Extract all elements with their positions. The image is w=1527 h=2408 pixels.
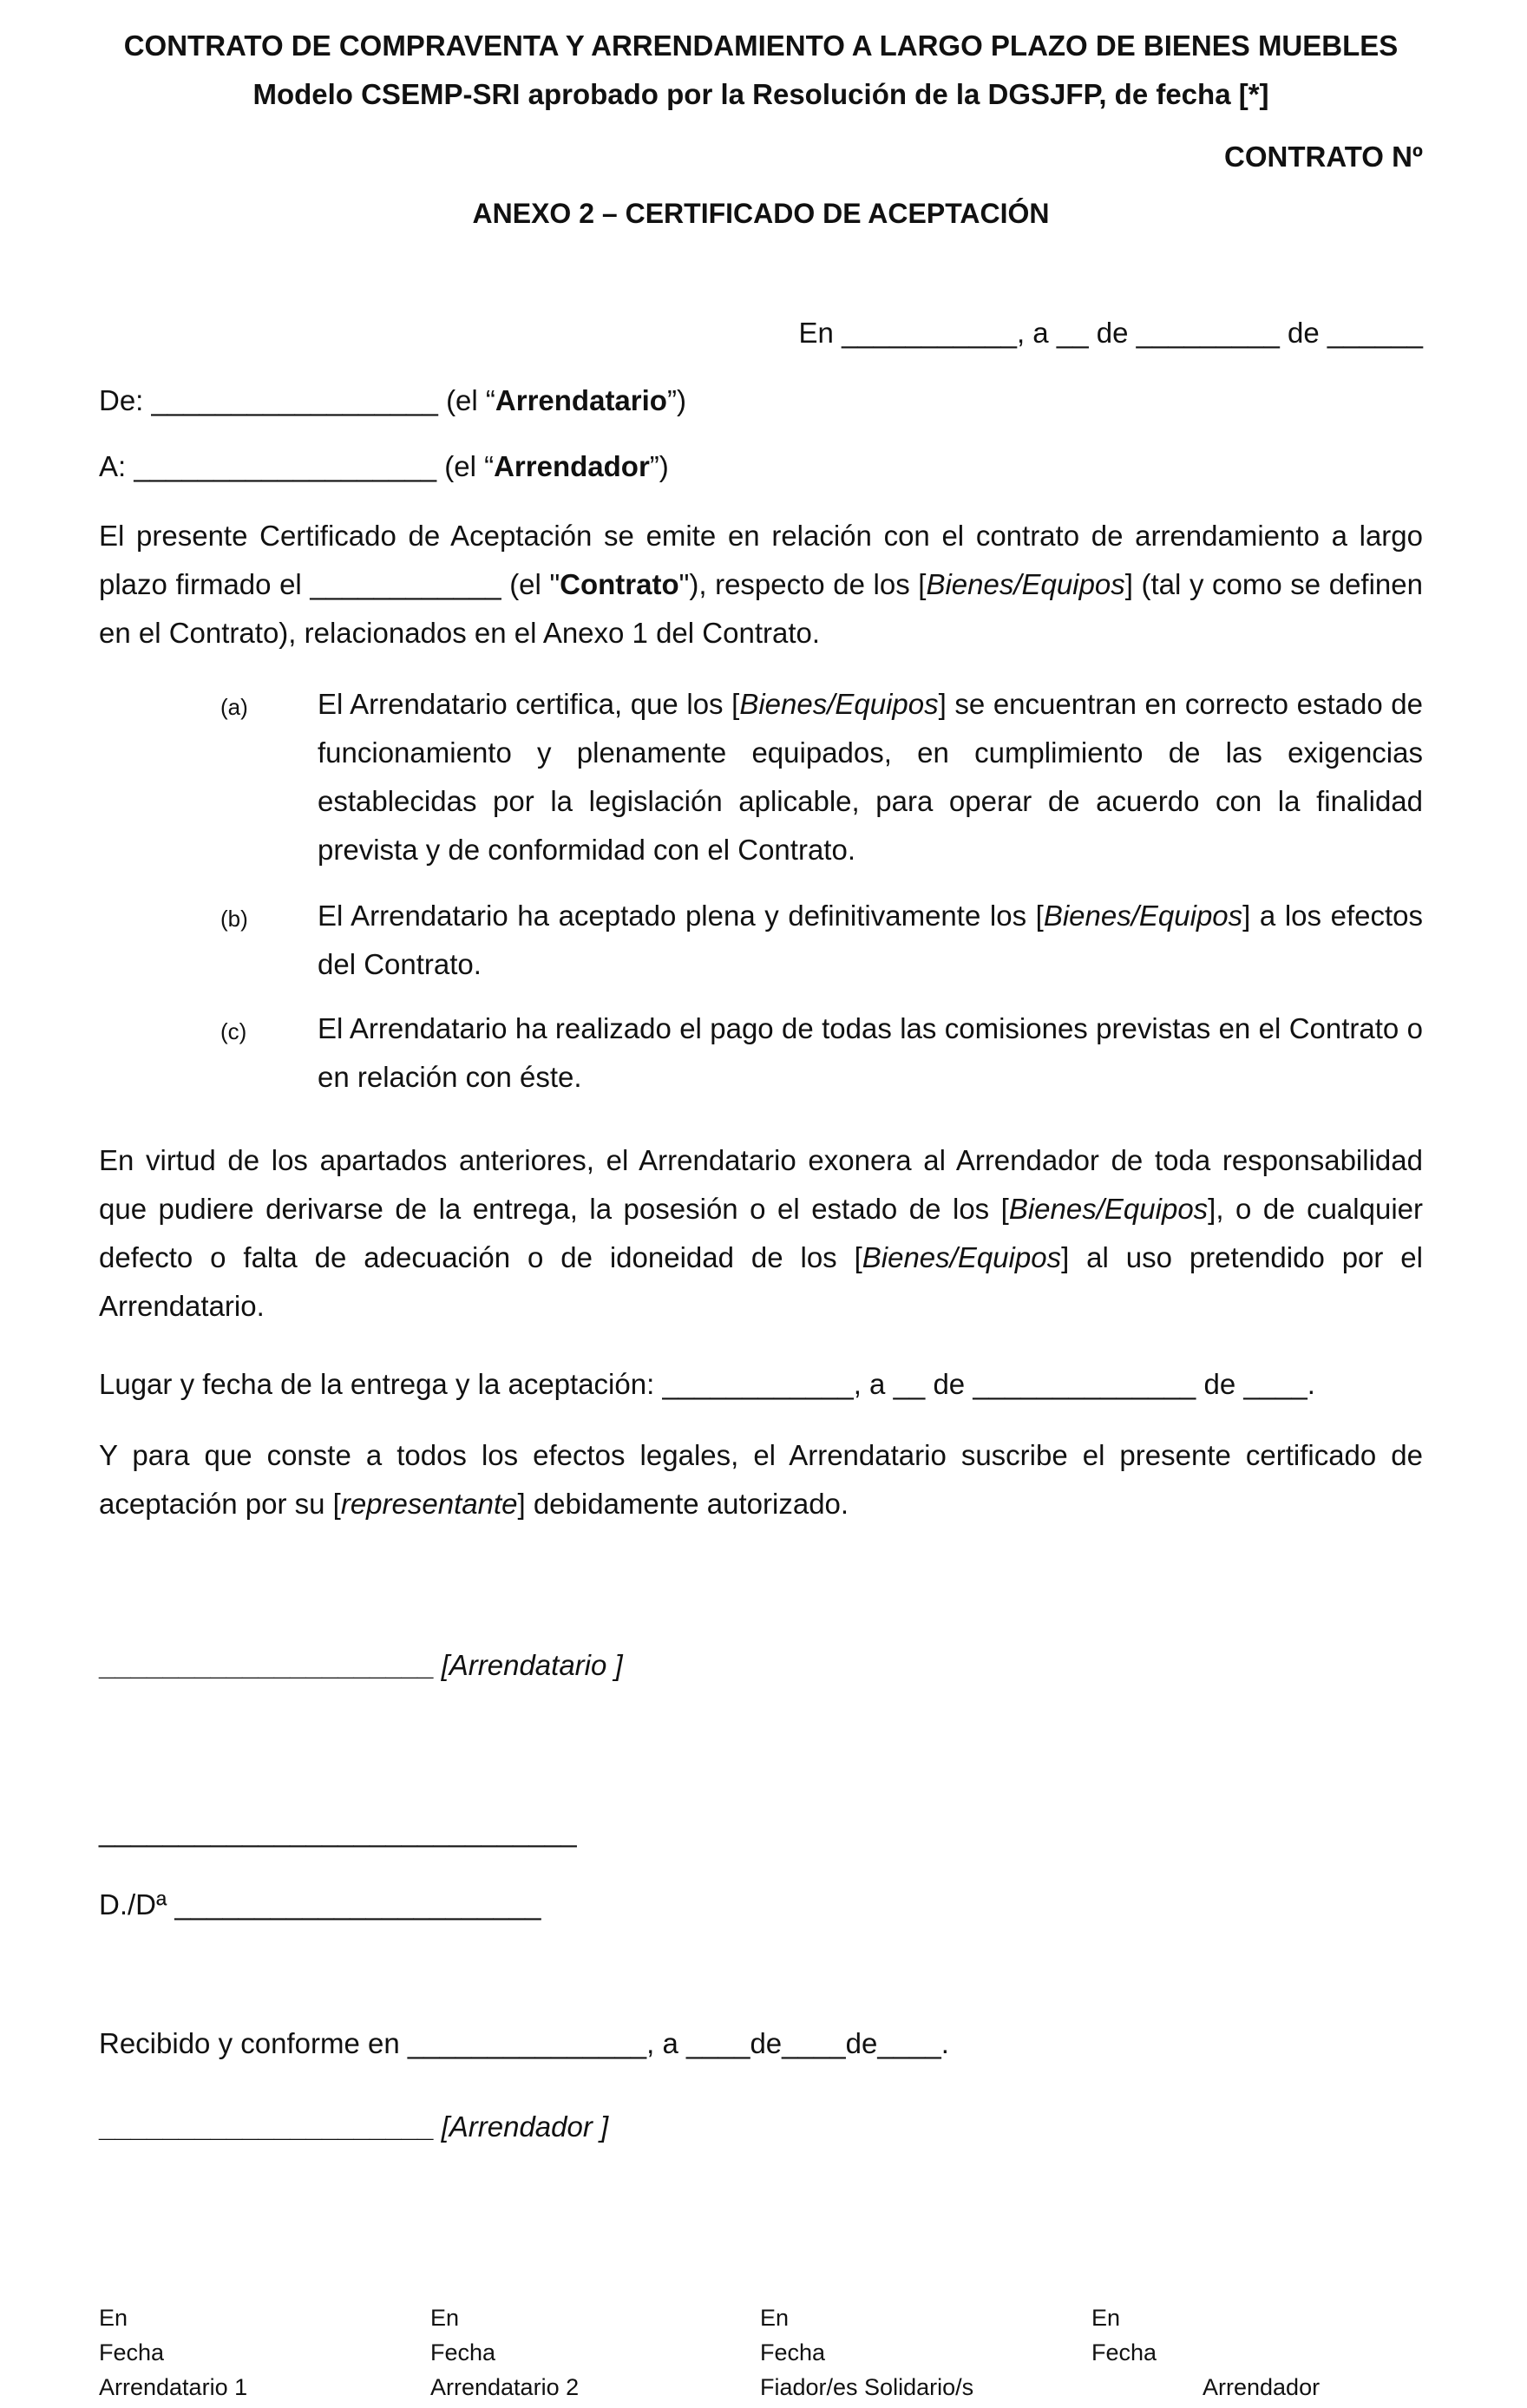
de-label: de: [933, 1368, 966, 1400]
exoneration-text: ], o de cualquier defecto o falta de adecuación o de idoneidad de los [: [99, 1193, 1423, 1273]
footer-box-lessee-2: [430, 2300, 579, 2405]
to-label: A:: [99, 450, 127, 482]
representative-name-label: D./Dª: [99, 1888, 167, 1921]
document-subtitle: Modelo CSEMP-SRI aprobado por la Resolución de la DGSJFP, de fecha [*]: [252, 78, 1269, 110]
from-role: Arrendatario: [495, 384, 667, 416]
footer-date-label: Fecha: [1091, 2339, 1157, 2365]
item-text: ] a los efectos del Contrato.: [318, 900, 1424, 980]
closing-text: Y para que conste a todos los efectos legales, el Arrendatario suscribe el presente certificado de aceptación por su [: [99, 1439, 1423, 1520]
received-year-blank: ____: [877, 2027, 941, 2059]
intro-text: El presente Certificado de Aceptación se emite en relación con el contrato de arrendamiento a largo plazo firmado el: [99, 520, 1423, 600]
lessee-signature-blank: _____________________: [99, 1649, 434, 1681]
received-day-blank: ____: [686, 2027, 750, 2059]
item-a-text: [318, 680, 1423, 874]
signing-date-blank: ____________: [310, 568, 501, 600]
received-place-blank: _______________: [407, 2027, 647, 2059]
item-label: (b): [220, 906, 248, 932]
period: .: [940, 2027, 949, 2059]
to-role-suffix: ”): [649, 450, 669, 482]
place-label: En: [798, 317, 834, 349]
footer-box-guarantors: [760, 2300, 973, 2405]
de-label: de: [1096, 317, 1129, 349]
goods-term: Bienes/Equipos: [739, 688, 939, 720]
item-text: El Arrendatario ha aceptado plena y definitivamente los [: [318, 900, 1044, 932]
lessor-signature-label: [Arrendador ]: [441, 2110, 609, 2143]
exoneration-paragraph: [99, 1136, 1423, 1331]
from-role-suffix: ”): [666, 384, 686, 416]
intro-text: ] (tal y como se definen en el Contrato), relacionados en el Anexo 1 del Contrato.: [99, 568, 1423, 649]
from-blank: __________________: [151, 384, 438, 416]
delivery-label: Lugar y fecha de la entrega y la aceptación:: [99, 1368, 655, 1400]
place-date-line: [799, 309, 1423, 357]
from-line: [99, 376, 686, 425]
item-c-text: [318, 1004, 1423, 1102]
delivery-year-blank: ____: [1243, 1368, 1307, 1400]
footer-date-label: Fecha: [760, 2339, 826, 2365]
footer-box-lessee-1: [99, 2300, 247, 2405]
exoneration-text: En virtud de los apartados anteriores, el Arrendatario exonera al Arrendador de toda responsabilidad que pudiere derivarse de la entrega, la posesión o el estado de los [: [99, 1144, 1423, 1225]
document-page: [99, 0, 1423, 2408]
contract-number: CONTRATO Nº: [1224, 141, 1423, 173]
lessor-signature-blank: _____________________: [99, 2110, 434, 2143]
de-label: de: [750, 2027, 783, 2059]
lessee-signature-line: [99, 1641, 623, 1690]
footer-date-label: Fecha: [99, 2339, 165, 2365]
a-label: , a: [646, 2027, 678, 2059]
de-label: de: [845, 2027, 878, 2059]
item-label: (a): [220, 694, 248, 720]
received-label: Recibido y conforme en: [99, 2027, 400, 2059]
delivery-line: [99, 1360, 1315, 1409]
intro-text: "), respecto de los [: [678, 568, 927, 600]
contract-term: Contrato: [560, 568, 679, 600]
item-text: El Arrendatario ha realizado el pago de todas las comisiones previstas en el Contrato o en relación con éste.: [318, 1012, 1423, 1093]
day-blank: __: [1056, 317, 1089, 349]
footer-date-label: Fecha: [430, 2339, 496, 2365]
representative-term: representante: [340, 1488, 518, 1520]
footer-place-label: En: [99, 2305, 128, 2331]
delivery-month-blank: ______________: [973, 1368, 1196, 1400]
from-label: De:: [99, 384, 144, 416]
item-text: El Arrendatario certifica, que los [: [318, 688, 740, 720]
item-label: (c): [220, 1018, 247, 1044]
exoneration-text: ] al uso pretendido por el Arrendatario.: [99, 1241, 1423, 1322]
footer-place-label: En: [760, 2305, 790, 2331]
de-label: de: [1287, 317, 1320, 349]
goods-term: Bienes/Equipos: [862, 1241, 1062, 1273]
received-line: [99, 2019, 949, 2068]
a-label: , a: [1016, 317, 1049, 349]
to-role-prefix: (el “: [444, 450, 495, 482]
to-blank: ___________________: [134, 450, 437, 482]
to-line: [99, 442, 669, 491]
year-blank: ______: [1327, 317, 1423, 349]
delivery-place-blank: ____________: [662, 1368, 854, 1400]
closing-text: ] debidamente autorizado.: [517, 1488, 849, 1520]
place-blank: ___________: [842, 317, 1017, 349]
goods-term: Bienes/Equipos: [1008, 1193, 1209, 1225]
lessee-signature-label: [Arrendatario ]: [441, 1649, 623, 1681]
item-b-text: [318, 892, 1423, 989]
a-label: , a: [853, 1368, 886, 1400]
lessor-signature-line: [99, 2103, 608, 2151]
closing-paragraph: [99, 1431, 1423, 1528]
footer-place-label: En: [430, 2305, 460, 2331]
to-role: Arrendador: [494, 450, 650, 482]
footer-box-lessor: [1091, 2300, 1320, 2405]
received-month-blank: ____: [782, 2027, 846, 2059]
signature-blank-line: ______________________________: [99, 1816, 577, 1848]
from-role-prefix: (el “: [446, 384, 495, 416]
footer-place-label: En: [1091, 2305, 1121, 2331]
document-title: CONTRATO DE COMPRAVENTA Y ARRENDAMIENTO A LARGO PLAZO DE BIENES MUEBLES: [123, 29, 1399, 62]
de-label: de: [1203, 1368, 1236, 1400]
item-text: ] se encuentran en correcto estado de funcionamiento y plenamente equipados, en cumplimiento de las exigencias establecidas por la legislación aplicable, para operar de acuerdo con la finalidad prevista y de conformidad con el Contrato.: [318, 688, 1423, 866]
footer-party-label: Arrendador: [1203, 2374, 1321, 2400]
representative-name-blank: _______________________: [174, 1888, 541, 1921]
intro-text: (el ": [509, 568, 560, 600]
goods-term: Bienes/Equipos: [926, 568, 1125, 600]
footer-party-label: Arrendatario 2: [430, 2374, 580, 2400]
representative-name-line: [99, 1881, 541, 1929]
footer-party-label: Fiador/es Solidario/s: [760, 2374, 974, 2400]
annex-title: ANEXO 2 – CERTIFICADO DE ACEPTACIÓN: [472, 198, 1050, 229]
goods-term: Bienes/Equipos: [1043, 900, 1243, 932]
delivery-day-blank: __: [893, 1368, 926, 1400]
month-blank: _________: [1136, 317, 1280, 349]
intro-paragraph: [99, 512, 1423, 658]
footer-party-label: Arrendatario 1: [99, 2374, 248, 2400]
period: .: [1307, 1368, 1315, 1400]
